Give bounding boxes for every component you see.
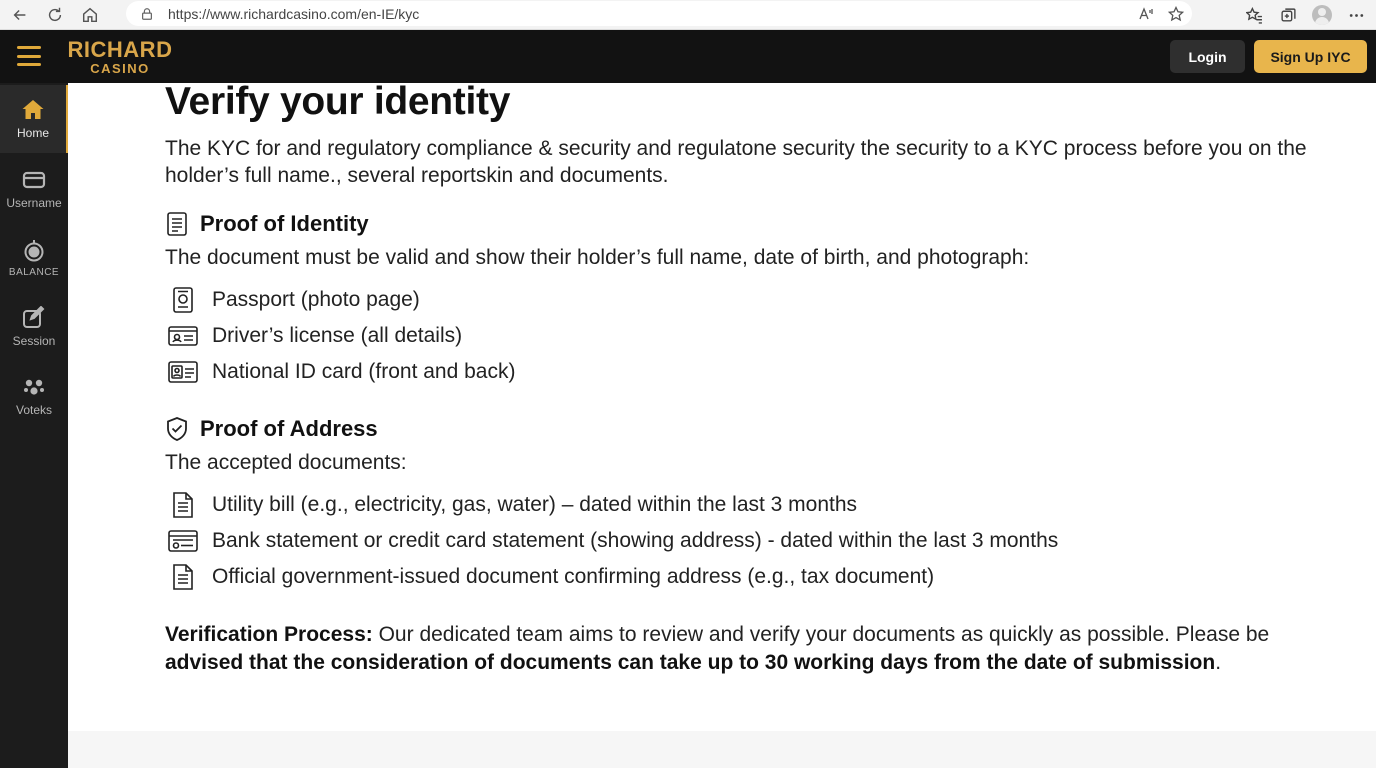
statement-icon <box>168 528 198 554</box>
sidebar-item-voteks[interactable] <box>0 362 68 430</box>
verification-bold-text: advised that the consideration of documents can take up to 30 working days from the date of submission <box>165 651 1216 674</box>
passport-icon <box>168 287 198 313</box>
verification-text: Our dedicated team aims to review and verify your documents as quickly as possible. Please be <box>372 623 1270 646</box>
more-options-button[interactable] <box>1346 5 1366 25</box>
sidebar-item-label: Username <box>6 196 62 210</box>
home-icon <box>21 98 45 122</box>
read-aloud-icon[interactable] <box>1138 6 1154 22</box>
sidebar-item-username[interactable] <box>0 155 68 223</box>
edit-icon <box>22 306 46 330</box>
logo-line2: CASINO <box>90 61 150 76</box>
sidebar-item-home[interactable] <box>0 85 68 153</box>
logo-line1: RICHARD <box>67 37 173 62</box>
list-item <box>167 563 934 591</box>
shield-icon <box>165 416 189 442</box>
verification-note <box>165 621 1315 677</box>
list-item <box>167 358 515 386</box>
back-button[interactable] <box>5 2 35 28</box>
refresh-button[interactable] <box>40 2 70 28</box>
document-icon <box>168 492 198 518</box>
refresh-icon <box>46 6 64 24</box>
menu-icon[interactable] <box>17 46 41 66</box>
browser-toolbar <box>0 0 1376 30</box>
intro-text: The KYC for and regulatory compliance & security and regulatone security the security to a KYC process before you on the holder’s full name., several reportskin and documents. <box>165 137 1307 187</box>
sidebar-item-label: Voteks <box>15 403 53 417</box>
back-arrow-icon <box>11 6 29 24</box>
collections-button[interactable] <box>1278 5 1298 25</box>
sidebar-item-label: BALANCE <box>8 266 60 278</box>
sidebar-item-session[interactable] <box>0 293 68 361</box>
signup-button[interactable]: Sign Up IYC <box>1254 40 1367 73</box>
identity-heading <box>165 211 369 237</box>
list-item-label: Official government-issued document confirming address (e.g., tax document) <box>212 565 935 588</box>
list-item-label: National ID card (front and back) <box>212 360 516 383</box>
lock-icon <box>140 7 154 21</box>
house-icon <box>81 6 99 24</box>
document-icon <box>165 211 189 237</box>
document-icon <box>168 564 198 590</box>
id-card-icon <box>168 323 198 349</box>
url-text: https://www.richardcasino.com/en-IE/kyc <box>168 5 420 22</box>
list-item-label: Driver’s license (all details) <box>212 324 463 347</box>
footer-strip <box>68 731 1376 768</box>
list-item <box>167 491 857 519</box>
sidebar-item-label: Home <box>16 126 49 140</box>
dots-icon <box>22 375 46 399</box>
verification-label: Verification Process: <box>165 623 373 646</box>
list-item <box>167 322 462 350</box>
casino-logo[interactable] <box>64 39 176 75</box>
sidebar-item-label: Session <box>12 334 56 348</box>
page-title: Verify your identity <box>165 80 511 123</box>
list-item <box>167 527 1058 555</box>
site-header <box>0 30 1376 83</box>
address-bar[interactable] <box>126 1 1192 26</box>
id-card-icon <box>168 359 198 385</box>
identity-description: The document must be valid and show their holder’s full name, date of birth, and photograph: <box>165 246 1030 269</box>
identity-heading-text: Proof of Identity <box>200 211 369 236</box>
address-heading-text: Proof of Address <box>200 416 378 441</box>
address-description: The accepted documents: <box>165 451 407 474</box>
favorite-star-icon[interactable] <box>1168 6 1184 22</box>
list-item-label: Bank statement or credit card statement (showing address) - dated within the last 3 months <box>212 529 1059 552</box>
list-item <box>167 286 420 314</box>
list-item-label: Passport (photo page) <box>212 288 420 311</box>
address-heading <box>165 416 378 442</box>
list-item-label: Utility bill (e.g., electricity, gas, water) – dated within the last 3 months <box>212 493 858 516</box>
coin-icon <box>22 239 46 263</box>
favorites-icon <box>1246 7 1263 24</box>
avatar <box>1312 5 1332 25</box>
sidebar-item-balance[interactable] <box>0 224 68 292</box>
more-dots-icon <box>1348 7 1365 24</box>
sidebar <box>0 83 68 768</box>
profile-button[interactable] <box>1312 5 1332 25</box>
login-button[interactable]: Login <box>1170 40 1245 73</box>
collections-icon <box>1280 7 1297 24</box>
verification-end: . <box>1215 651 1222 674</box>
home-page-button[interactable] <box>75 2 105 28</box>
favorites-button[interactable] <box>1244 5 1264 25</box>
card-icon <box>22 168 46 192</box>
